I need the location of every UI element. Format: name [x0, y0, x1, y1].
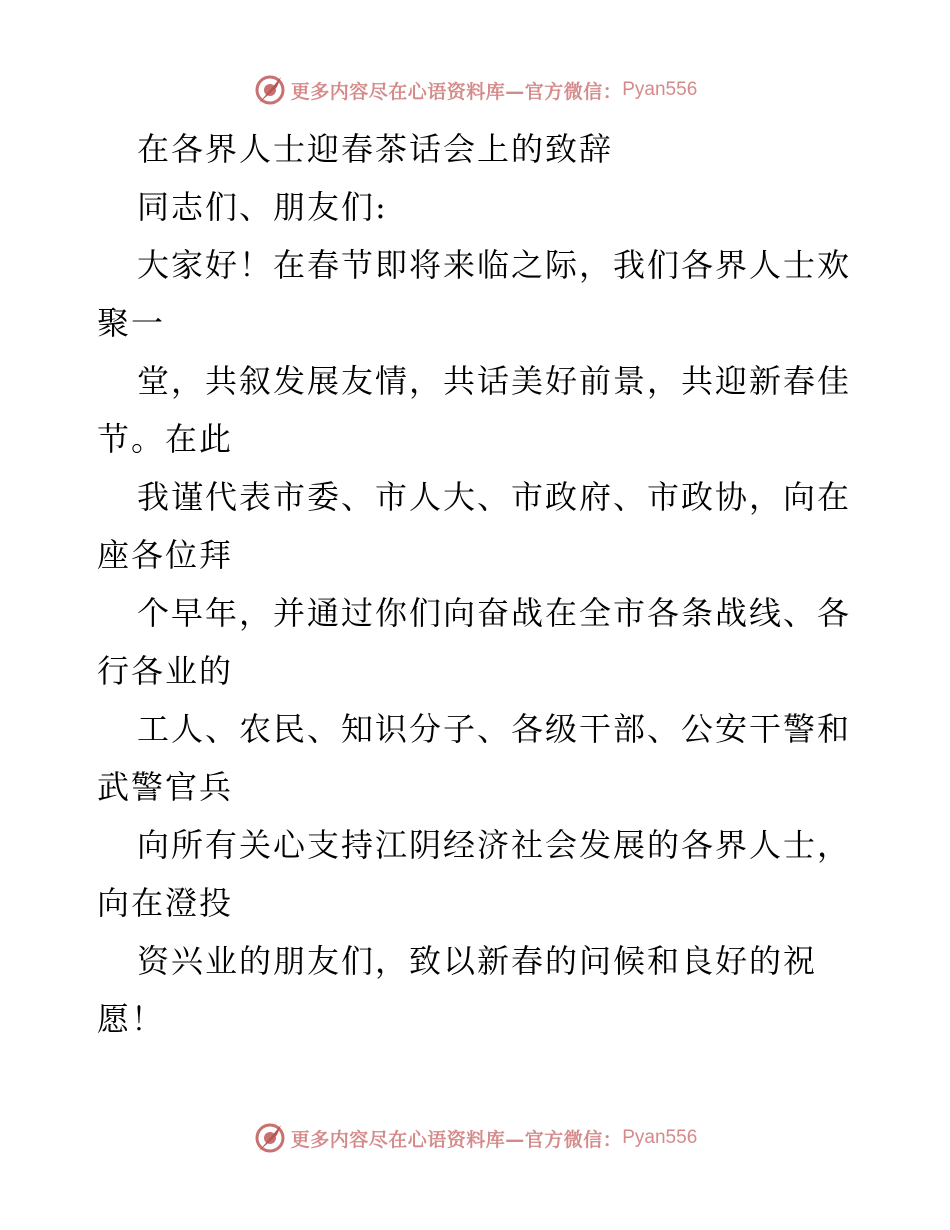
- watermark-id: Pyan556: [622, 1127, 698, 1148]
- watermark-text: 更多内容尽在心语资料库—官方微信：: [290, 1128, 623, 1151]
- watermark-text: 更多内容尽在心语资料库—官方微信：: [290, 80, 623, 103]
- doc-line: 座各位拜: [97, 536, 234, 574]
- doc-line: 向所有关心支持江阴经济社会发展的各界人士，: [137, 826, 852, 864]
- quill-logo-icon: [253, 73, 287, 107]
- doc-line: 聚一: [97, 304, 166, 342]
- doc-line: 同志们、朋友们:: [137, 188, 388, 226]
- document-body: [97, 120, 857, 1048]
- quill-logo-icon: [253, 1121, 287, 1155]
- doc-line: 个早年，并通过你们向奋战在全市各条战线、各: [137, 594, 852, 632]
- doc-line: 愿！: [97, 1000, 166, 1038]
- doc-line: 资兴业的朋友们，致以新春的问候和良好的祝: [137, 942, 818, 980]
- doc-line: 大家好！在春节即将来临之际，我们各界人士欢: [137, 246, 852, 284]
- doc-line: 堂，共叙发展友情，共话美好前景，共迎新春佳: [137, 362, 852, 400]
- doc-line: 武警官兵: [97, 768, 234, 806]
- doc-line: 工人、农民、知识分子、各级干部、公安干警和: [137, 710, 852, 748]
- doc-line: 节。在此: [97, 420, 234, 458]
- doc-line: 在各界人士迎春茶话会上的致辞: [137, 130, 614, 168]
- doc-line: 我谨代表市委、市人大、市政府、市政协，向在: [137, 478, 852, 516]
- footer-watermark: [0, 1118, 950, 1158]
- doc-line: 向在澄投: [97, 884, 234, 922]
- header-watermark: [0, 70, 950, 110]
- doc-line: 行各业的: [97, 652, 234, 690]
- watermark-id: Pyan556: [622, 79, 698, 100]
